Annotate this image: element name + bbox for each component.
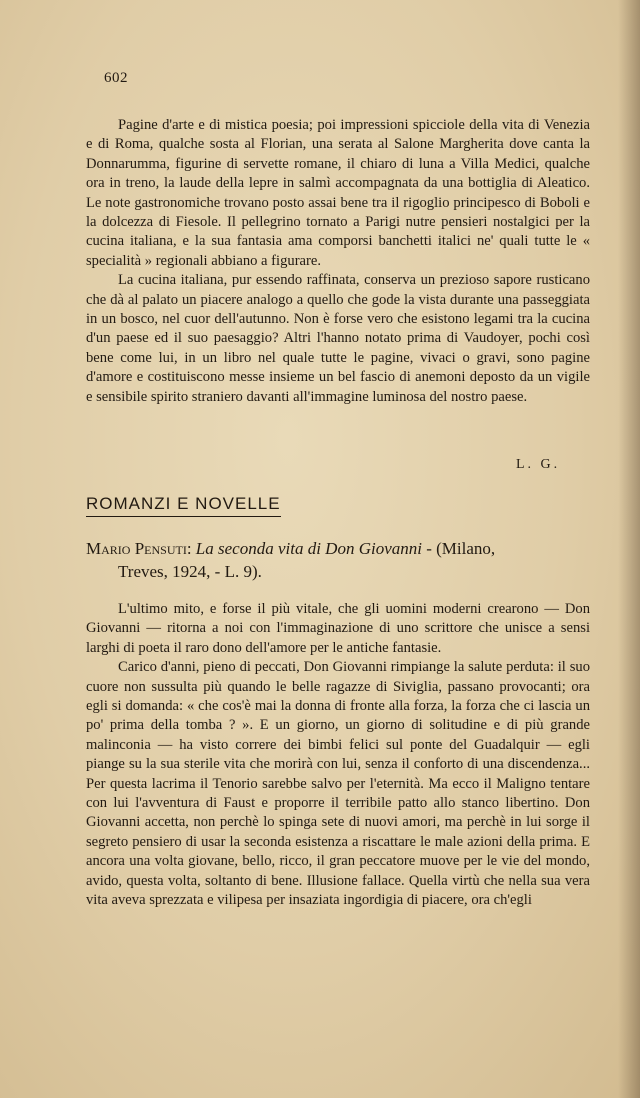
review-paragraph-2: La cucina italiana, pur essendo raffinata, conserva un prezioso sapore rusticano che dà al palato un piacere analogo a quello che gode la vista durante una passeggiata in un bosco, nel cuor dell'autunno. Non è forse vero che esistono legami tra la cucina d'un paese ed il suo paesaggio? Altri l'hanno notato prima di Vaudoyer, pochi così bene come lui, in un libro nel quale tutte le pagine, vivaci o gravi, sono pagine d'amore e costituiscono messe insieme un bel fascio di anemoni deposto da un vigile e sensibile spirito straniero davanti all'immagine luminosa del nostro paese. xyxy=(86,272,590,405)
review-signature: L. G. xyxy=(516,457,561,472)
novella-text xyxy=(86,600,590,911)
book-publisher-part1: - (Milano, xyxy=(426,539,496,558)
novella-paragraph-2: Carico d'anni, pieno di peccati, Don Giovanni rimpiange la salute perduta: il suo cuore non sussulta più quando le belle ragazze di Siviglia, passano provocanti; ora egli si domanda: « che cos'è mai la donna di fronte alla forza, la forza che ci lascia un po' prima della tomba ? ». E un giorno, un giorno di solitudine e di più grande malinconia — ha visto correre dei bimbi felici sul ponte del Guadalquir — egli piange su la sua sterile vita che morirà con lui, senza il conforto di una discendenza... Per questa lacrima il Tenorio sarebbe salvo per l'eternità. Ma ecco il Maligno tentare con lui l'avventura di Faust e proporre il terribile patto allo stanco libertino. Don Giovanni accetta, non perchè lo spinga sete di nuovi amori, ma perchè in lui sorge il segreto pensiero di usar la seconda esistenza a riscattare le male azioni della prima. E ancora una volta giovane, bello, ricco, il gran peccatore muove per le vie del mondo, avido, questa volta, soltanto di bene. Illusione fallace. Quella virtù che nella sua vera vita aveva sprezzata e vilipesa per insaziata ingordigia di piacere, ora ch'egli xyxy=(86,659,590,909)
book-publisher-part2: Treves, 1924, - L. 9). xyxy=(118,562,262,581)
review-paragraph-1: Pagine d'arte e di mistica poesia; poi impressioni spicciole della vita di Venezia e di Roma, qualche sosta al Florian, una serata al Salone Margherita dove canta la Donnarumma, figurine di servette romane, il chiaro di luna a Villa Medici, qualche ora in treno, la laude della lepre in salmì accompagnata da una bottiglia di Aleatico. Le note gastronomiche trovano posto assai bene tra il rigoglio principesco di Boboli e la dolcezza di Fiesole. Il pellegrino tornato a Parigi nutre pensieri nostalgici per la cucina italiana, e la sua fantasia ama comporsi banchetti italici ne' quali tutte le « specialità » regionali abbiano a figurare. xyxy=(86,117,590,269)
novella-paragraph-1: L'ultimo mito, e forse il più vitale, che gli uomini moderni crearono — Don Giovanni — ritorna a noi con l'immaginazione di uno scrittore che unisce a sensi larghi di poeta il raro dono dell'amore per le antiche fantasie. xyxy=(86,601,590,656)
book-entry xyxy=(86,537,590,583)
review-text xyxy=(86,116,590,407)
page-number: 602 xyxy=(104,70,128,86)
book-title: La seconda vita di Don Giovanni xyxy=(195,539,422,558)
page-edge-shadow xyxy=(618,0,640,1098)
book-author: Mario Pensuti: xyxy=(86,539,192,558)
section-heading: ROMANZI E NOVELLE xyxy=(86,494,281,517)
